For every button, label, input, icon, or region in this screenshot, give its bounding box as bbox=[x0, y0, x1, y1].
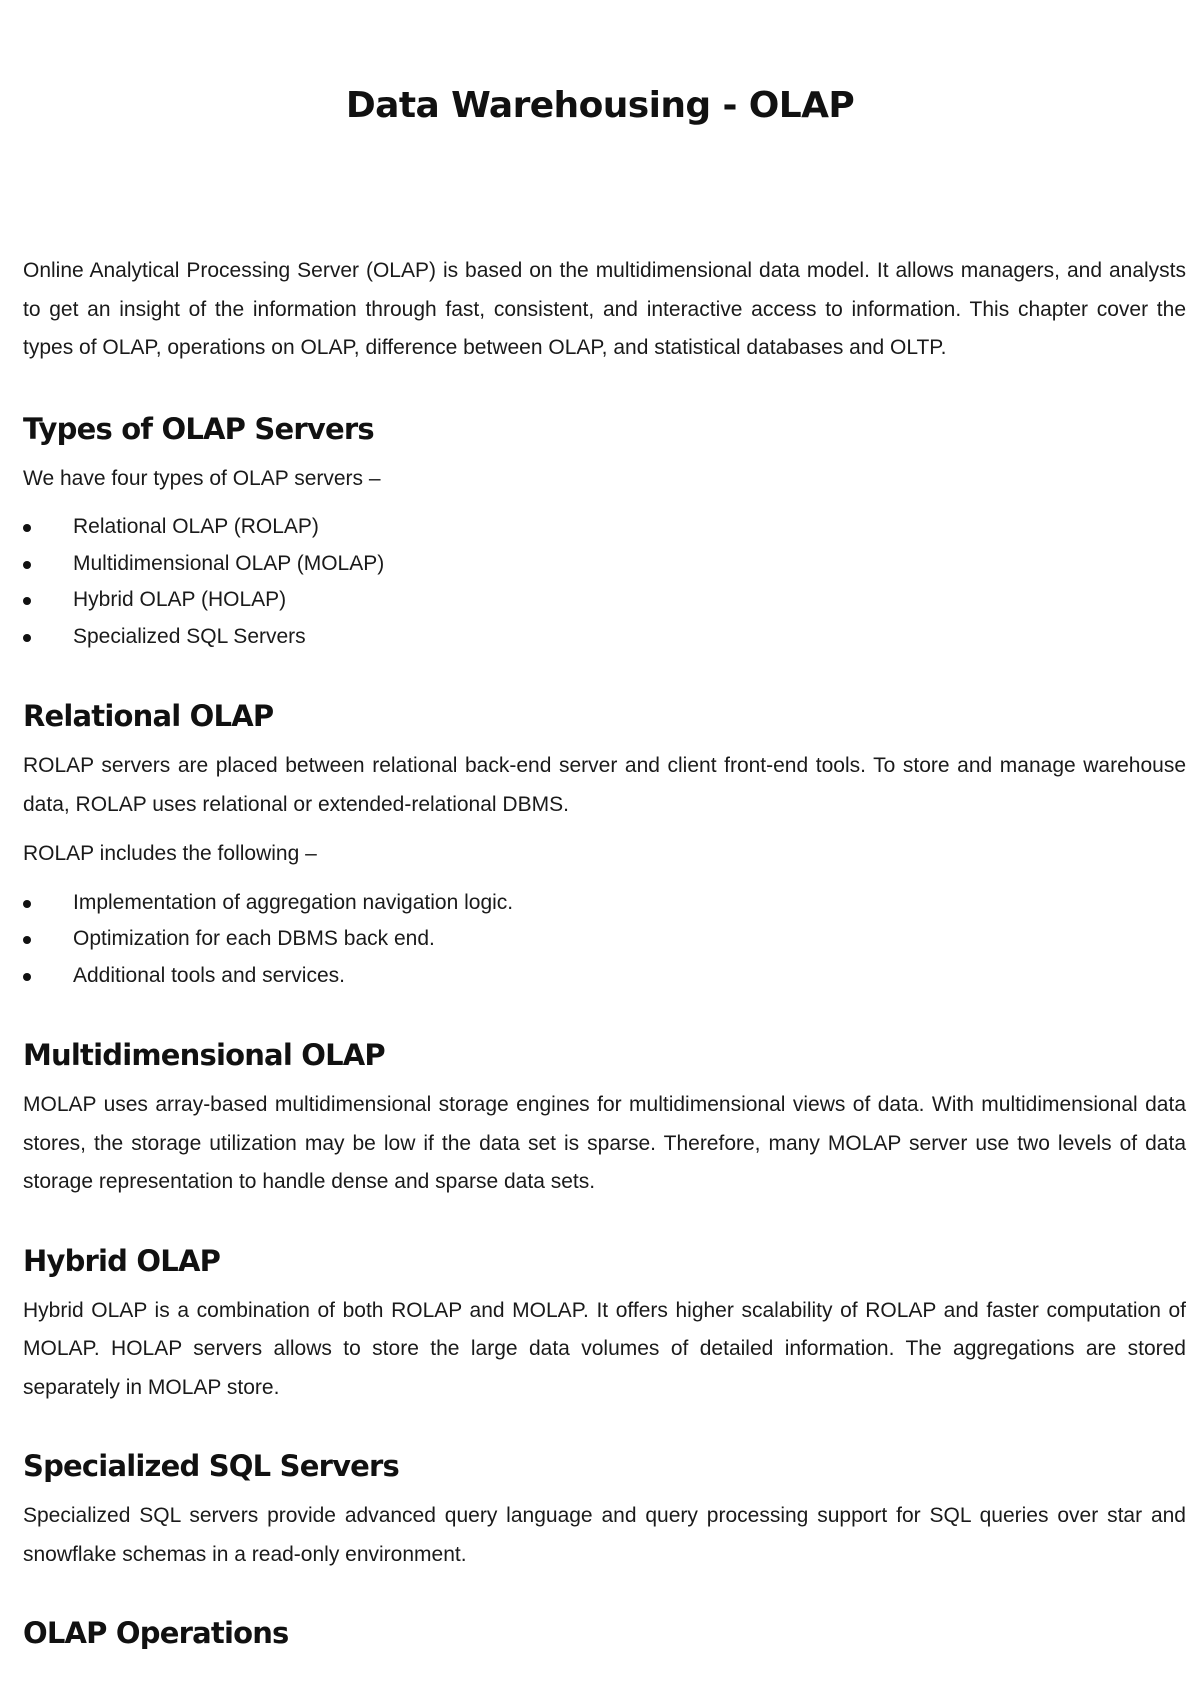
section-relational-olap bbox=[23, 696, 1186, 994]
section-heading-multidimensional: Multidimensional OLAP bbox=[23, 1038, 385, 1072]
section-heading-types: Types of OLAP Servers bbox=[23, 411, 374, 446]
list-item-text: Optimization for each DBMS back end. bbox=[73, 927, 435, 950]
list-item-text: Multidimensional OLAP (MOLAP) bbox=[73, 551, 385, 575]
list-item bbox=[23, 958, 1186, 995]
section-specialized-sql-servers bbox=[23, 1446, 1186, 1574]
types-list bbox=[23, 509, 1186, 655]
section-heading-relational: Relational OLAP bbox=[23, 699, 274, 733]
intro-paragraph: Online Analytical Processing Server (OLAP) is based on the multidimensional data model. It allows managers, and analysts to get an insight of the information through fast, consistent, and interactive access to information. This chapter cover the types of OLAP, operations on OLAP, difference between OLAP, and statistical databases and OLTP. bbox=[23, 259, 1186, 359]
section-heading-hybrid: Hybrid OLAP bbox=[23, 1243, 221, 1278]
holap-body-paragraph: Hybrid OLAP is a combination of both ROLAP and MOLAP. It offers higher scalability of ROLAP and faster computation of MOLAP. HOLAP servers allows to store the large data volumes of detailed information. The aggregations are stored separately in MOLAP store. bbox=[23, 1298, 1186, 1399]
section-types-of-olap-servers bbox=[23, 409, 1186, 656]
rolap-lead-paragraph: ROLAP includes the following – bbox=[23, 842, 317, 865]
bullet-icon bbox=[23, 900, 31, 908]
sql-body-paragraph: Specialized SQL servers provide advanced query language and query processing support for SQL queries over star and snowflake schemas in a read-only environment. bbox=[23, 1504, 1186, 1566]
list-item bbox=[23, 546, 1186, 583]
list-item bbox=[23, 885, 1186, 922]
document-content bbox=[23, 252, 1186, 1653]
bullet-icon bbox=[23, 524, 31, 532]
rolap-body-paragraph: ROLAP servers are placed between relational back-end server and client front-end tools. To store and manage warehouse data, ROLAP uses relational or extended-relational DBMS. bbox=[23, 754, 1186, 816]
bullet-icon bbox=[23, 561, 31, 569]
list-item bbox=[23, 509, 1186, 546]
list-item bbox=[23, 582, 1186, 619]
section-hybrid-olap bbox=[23, 1241, 1186, 1408]
molap-body-paragraph: MOLAP uses array-based multidimensional storage engines for multidimensional views of data. With multidimensional data stores, the storage utilization may be low if the data set is sparse. Therefore, many MOLAP server use two levels of data storage representation to handle dense and sparse data sets. bbox=[23, 1093, 1186, 1193]
bullet-icon bbox=[23, 936, 31, 944]
types-lead-paragraph: We have four types of OLAP servers – bbox=[23, 466, 381, 490]
list-item-text: Specialized SQL Servers bbox=[73, 624, 306, 648]
list-item-text: Additional tools and services. bbox=[73, 963, 345, 987]
bullet-icon bbox=[23, 634, 31, 642]
list-item bbox=[23, 921, 1186, 958]
section-olap-operations bbox=[23, 1613, 1186, 1653]
rolap-list bbox=[23, 885, 1186, 995]
section-multidimensional-olap bbox=[23, 1035, 1186, 1202]
list-item-text: Relational OLAP (ROLAP) bbox=[73, 515, 319, 538]
bullet-icon bbox=[23, 973, 31, 981]
list-item-text: Hybrid OLAP (HOLAP) bbox=[73, 588, 287, 611]
bullet-icon bbox=[23, 597, 31, 605]
list-item bbox=[23, 619, 1186, 656]
list-item-text: Implementation of aggregation navigation logic. bbox=[73, 890, 514, 914]
section-heading-operations: OLAP Operations bbox=[23, 1616, 289, 1650]
section-heading-specialized-sql: Specialized SQL Servers bbox=[23, 1449, 400, 1483]
page-title: Data Warehousing - OLAP bbox=[345, 85, 855, 126]
